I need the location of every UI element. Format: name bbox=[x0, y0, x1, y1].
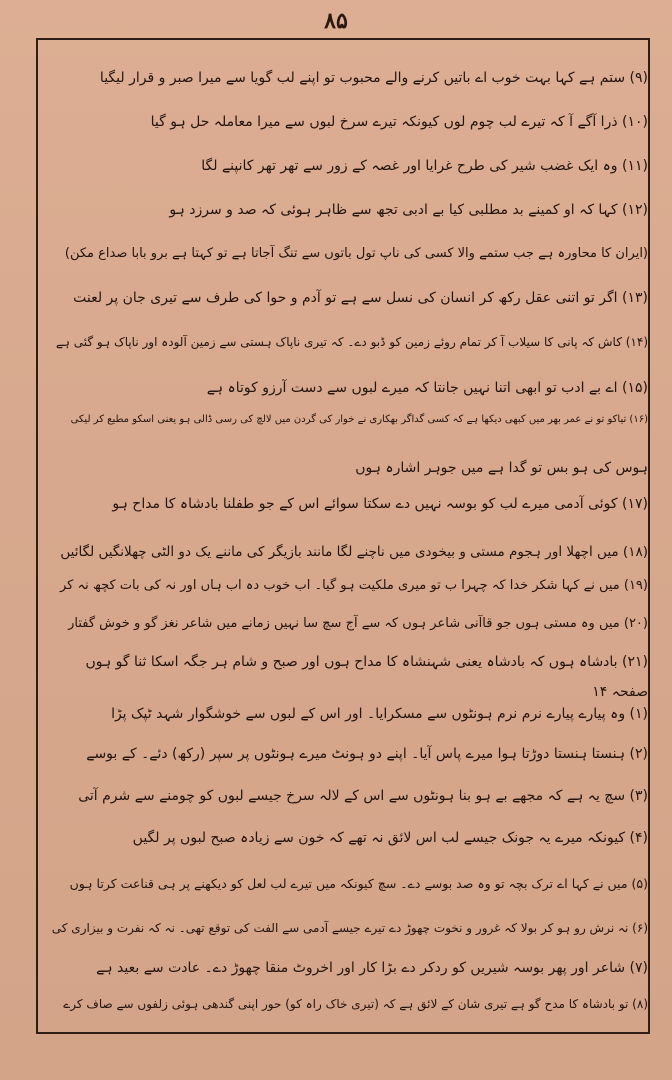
text-line: (۸) تو بادشاہ کا مدح گو ہے تیری شان کے لائق ہے کہ (تیری خاک راہ کو) حور اپنی گندھی ہوئی زلفوں سے صاف کرے bbox=[63, 997, 648, 1011]
text-line: (۷) شاعر اور پھر بوسہ شیریں کو ردکر دے بڑا کار اور اخروٹ منقا چھوڑ دے۔ عادت سے بعید ہے bbox=[96, 960, 648, 976]
text-line: (۱۰) ذرا آگے آ کہ تیرے لب چوم لوں کیونکہ تیرے سرخ لبوں سے میرا معاملہ حل ہو گیا bbox=[150, 114, 648, 130]
text-line: (۱۵) اے بے ادب تو ابھی اتنا نہیں جانتا کہ میرے لبوں سے دست آرزو کوتاہ ہے bbox=[206, 380, 648, 396]
text-line: (۱۷) کوئی آدمی میرے لب کو بوسہ نہیں دے سکتا سوائے اس کے جو طفلنا بادشاہ کا مداح ہو bbox=[112, 496, 648, 512]
text-line: (۶) نہ نرش رو ہو کر بولا کہ غرور و نخوت چھوڑ دے تیرے جیسے آدمی سے الفت کی توقع تھی۔ نہ کہ نفرت و بیزاری کی bbox=[51, 921, 648, 935]
page-number: ٨۵ bbox=[324, 8, 348, 34]
text-line: ہوس کی ہو بس تو گدا ہے میں جوہر اشارہ ہوں bbox=[355, 460, 648, 476]
text-line: (۲۱) بادشاہ ہوں کہ بادشاہ یعنی شہنشاہ کا مداح ہوں اور صبح و شام ہر جگہ اسکا ثنا گو ہوں bbox=[85, 654, 648, 670]
text-line: (۱۶) تیاکو تو نے عمر بھر میں کبھی دیکھا ہے کہ کسی گداگر بھکاری نے خوار کی گردن میں لالچ کی رسی ڈالی ہو یعنی اسکو مطیع کر لیکی bbox=[70, 414, 648, 425]
text-line: (۱۱) وہ ایک غضب شیر کی طرح غرایا اور غصہ کے زور سے تھر تھر کانپنے لگا bbox=[201, 158, 648, 174]
text-line: (۲) ہنستا ہنستا دوڑتا ہوا میرے پاس آیا۔ اپنے دو ہونٹ میرے ہونٹوں پر سپر (رکھ) دئے۔ کے بوسے bbox=[86, 746, 648, 762]
text-line: (۱۳) اگر تو اتنی عقل رکھ کر انسان کی نسل سے ہے تو آدم و حوا کی طرف سے تیری جان پر لعنت bbox=[73, 290, 648, 306]
text-line: (۵) میں نے کہا اے ترک بچہ تو وہ صد بوسے دے۔ سچ کیونکہ میں تیرے لب لعل کو دیکھنے پر ہی قناعت کرتا ہوں bbox=[69, 876, 648, 891]
text-line: (۱۸) میں اچھلا اور ہجوم مستی و بیخودی میں ناچنے لگا مانند بازیگر کی ماننے یک دو الٹی چھلانگیں لگائیں bbox=[60, 544, 648, 560]
text-line: (۴) کیونکہ میرے یہ جونک جیسے لب اس لائق نہ تھے کہ خون سے زیادہ صبح لبوں پر لگیں bbox=[132, 830, 648, 846]
text-line: (۱۹) میں نے کہا شکر خدا کہ چہرا ب تو میری ملکیت ہو گیا۔ اب خوب دہ اب ہاں اور نہ کی بات کچھ نہ کر bbox=[60, 578, 648, 593]
text-body bbox=[48, 48, 648, 1028]
section-heading: صفحہ ۱۴ bbox=[592, 684, 648, 700]
text-line: (۱۴) کاش کہ پانی کا سیلاب آ کر تمام روئے زمین کو ڈبو دے۔ کہ تیری ناپاک ہستی سے زمین آلودہ اور ناپاک ہو گئی ہے bbox=[55, 335, 648, 349]
text-line: (ایران کا محاورہ ہے جب ستمے والا کسی کی ناپ تول باتوں سے تنگ آجاتا ہے تو کہتا ہے برو بابا صداع مکن) bbox=[64, 246, 648, 261]
text-line: (۱۲) کہا کہ او کمینے بد مطلبی کیا بے ادبی تجھ سے ظاہر ہوئی کہ صد و سرزد ہو bbox=[169, 202, 648, 218]
text-line: (۹) ستم ہے کہا بہت خوب اے باتیں کرنے والے محبوب تو اپنے لب گویا سے میرا صبر و قرار لیگیا bbox=[99, 70, 648, 86]
text-line: (۱) وہ پیارے پیارے نرم نرم ہونٹوں سے مسکرایا۔ اور اس کے لبوں سے خوشگوار شہد ٹپک پڑا bbox=[111, 706, 648, 722]
text-line: (۲۰) میں وہ مستی ہوں جو قاآنی شاعر ہوں کہ سے آج سچ سا نہیں زمانے میں شاعر نغز گو و خوش گفتار bbox=[68, 616, 648, 631]
text-line: (۳) سچ یہ ہے کہ مجھے بے ہو بنا ہونٹوں سے اس کے لالہ سرخ جیسے لبوں کو چومنے سے شرم آتی bbox=[78, 788, 648, 804]
